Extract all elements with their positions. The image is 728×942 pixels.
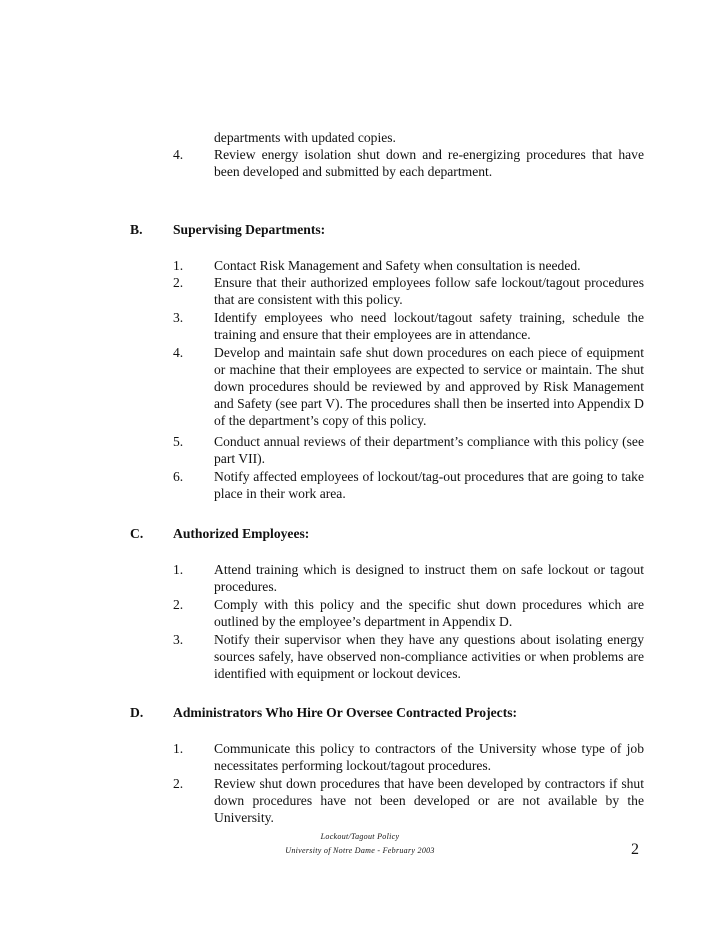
- footer-title: Lockout/Tagout Policy: [320, 832, 400, 841]
- item-number: 4.: [173, 345, 184, 360]
- section-letter: C.: [130, 526, 144, 541]
- item-number: 2.: [173, 776, 184, 791]
- item-number: 2.: [173, 597, 184, 612]
- section-letter: D.: [130, 705, 144, 720]
- footer-subtitle: University of Notre Dame - February 2003: [285, 846, 435, 855]
- item-text: Review shut down procedures that have been developed by contractors if shut down procedures have not been developed or are not available by the University.: [214, 776, 644, 825]
- section-title: Supervising Departments:: [173, 222, 326, 237]
- item-text: Comply with this policy and the specific shut down procedures which are outlined by the employee’s department in Appendix D.: [214, 597, 644, 629]
- item-number: 1.: [173, 258, 184, 273]
- item-text: Notify their supervisor when they have any questions about isolating energy sources safely, have observed non-compliance activities or when problems are identified with equipment or lockout devices.: [214, 632, 644, 681]
- item-text: Identify employees who need lockout/tagout safety training, schedule the training and ensure that their employees are in attendance.: [214, 310, 644, 342]
- item-text: Review energy isolation shut down and re-energizing procedures that have been developed and submitted by each department.: [214, 147, 644, 179]
- item-text: Communicate this policy to contractors of the University whose type of job necessitates performing lockout/tagout procedures.: [214, 741, 644, 773]
- item-text: Attend training which is designed to instruct them on safe lockout or tagout procedures.: [214, 562, 644, 594]
- section-title: Administrators Who Hire Or Oversee Contracted Projects:: [173, 705, 518, 720]
- continued-text: departments with updated copies.: [214, 130, 396, 145]
- item-text: Develop and maintain safe shut down procedures on each piece of equipment or machine that their employees are expected to service or maintain. The shut down procedures should be reviewed by and approved by Risk Management and Safety (see part V). The procedures shall then be inserted into Appendix D of the department’s copy of this policy.: [214, 345, 644, 428]
- item-number: 6.: [173, 469, 184, 484]
- item-number: 4.: [173, 147, 184, 162]
- item-number: 5.: [173, 434, 184, 449]
- page-number: 2: [631, 841, 639, 858]
- section-title: Authorized Employees:: [173, 526, 310, 541]
- item-number: 1.: [173, 562, 184, 577]
- item-text: Notify affected employees of lockout/tag-out procedures that are going to take place in their work area.: [214, 469, 644, 501]
- item-text: Conduct annual reviews of their department’s compliance with this policy (see part VII).: [214, 434, 644, 466]
- item-text: Ensure that their authorized employees follow safe lockout/tagout procedures that are consistent with this policy.: [214, 275, 644, 307]
- item-number: 3.: [173, 310, 184, 325]
- section-letter: B.: [130, 222, 143, 237]
- item-number: 2.: [173, 275, 184, 290]
- item-number: 1.: [173, 741, 184, 756]
- item-text: Contact Risk Management and Safety when consultation is needed.: [214, 258, 581, 273]
- item-number: 3.: [173, 632, 184, 647]
